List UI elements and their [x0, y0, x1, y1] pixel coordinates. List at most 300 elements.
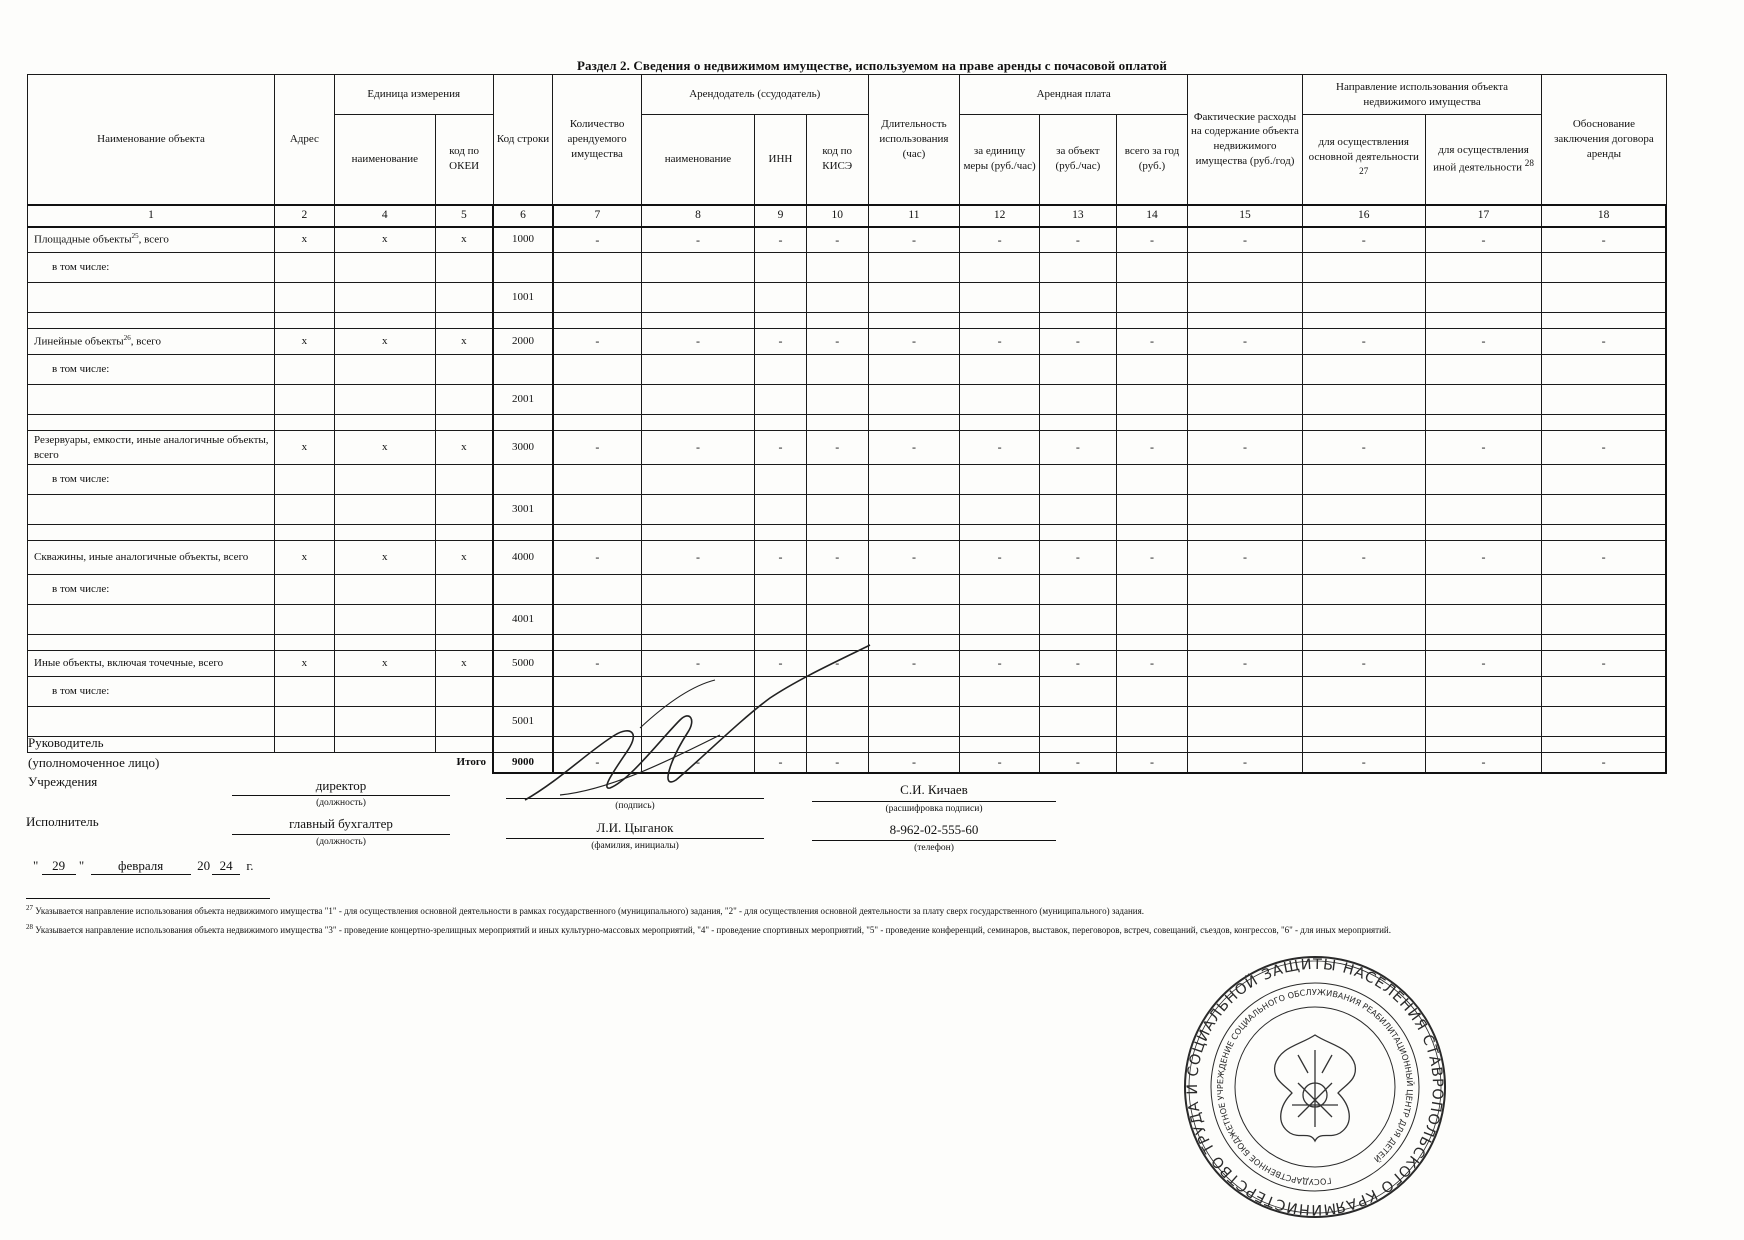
row-value-cell [960, 415, 1040, 431]
total-value-cell: - [1188, 753, 1303, 773]
row-name: в том числе: [28, 465, 275, 495]
row-value-cell [1116, 575, 1187, 605]
row-value-cell: - [1188, 227, 1303, 253]
row-unit-name [334, 737, 435, 753]
row-value-cell [1302, 253, 1425, 283]
row-value-cell: - [960, 651, 1040, 677]
row-value-cell [1542, 737, 1666, 753]
row-value-cell [960, 737, 1040, 753]
header-duration: Длительность использования (час) [868, 75, 959, 205]
column-number: 7 [553, 205, 641, 227]
footnote-27: $^{27}$ Указывается направление использования объекта недвижимого имущества "1" - для осуществления основной деятельности в рамках государственного (муниципального) задания, "2" - для осуществления основной деятельности за плату сверх государственного (муниципального) задания. [26, 904, 1144, 916]
row-line-code: 1001 [493, 283, 553, 313]
row-unit-okei [435, 737, 493, 753]
head-name-caption: (расшифровка подписи) [885, 804, 983, 814]
row-line-code [493, 355, 553, 385]
row-value-cell [868, 605, 959, 635]
row-value-cell [806, 525, 868, 541]
table-row [28, 355, 1667, 385]
row-unit-name: x [334, 651, 435, 677]
row-value-cell [868, 635, 959, 651]
head-name: С.И. Кичаев [900, 782, 968, 797]
header-unit-group: Единица измерения [334, 75, 493, 115]
row-unit-name [334, 677, 435, 707]
row-unit-okei [435, 313, 493, 329]
row-value-cell [1542, 283, 1666, 313]
section-title: Раздел 2. Сведения о недвижимом имуществе, используемом на праве аренды с почасовой оплатой [577, 58, 1167, 73]
row-name [28, 707, 275, 737]
row-value-cell: - [1040, 329, 1117, 355]
row-value-cell: - [1040, 431, 1117, 465]
row-value-cell [1302, 313, 1425, 329]
row-value-cell [1188, 605, 1303, 635]
row-value-cell [1542, 635, 1666, 651]
table-row [28, 575, 1667, 605]
row-value-cell: - [641, 227, 755, 253]
row-value-cell: - [553, 651, 641, 677]
row-value-cell [1188, 575, 1303, 605]
header-direction-main: для осуществления основной деятельности $^{27}$ [1302, 115, 1425, 205]
table-row [28, 283, 1667, 313]
row-value-cell: - [960, 227, 1040, 253]
row-line-code: 2001 [493, 385, 553, 415]
row-name: Площадные объекты$^{25}$, всего [28, 227, 275, 253]
row-value-cell [1040, 575, 1117, 605]
row-address [274, 737, 334, 753]
svg-text:ГОСУДАРСТВЕННОЕ БЮДЖЕТНОЕ УЧРЕ: ГОСУДАРСТВЕННОЕ БЮДЖЕТНОЕ УЧРЕЖДЕНИЕ СОЦИАЛЬНОГО ОБСЛУЖИВАНИЯ РЕАБИЛИТАЦИОННЫЙ ЦЕНТР ДЛЯ ДЕТЕЙ [1214, 986, 1416, 1188]
row-name: в том числе: [28, 575, 275, 605]
row-line-code [493, 465, 553, 495]
row-value-cell: - [1040, 227, 1117, 253]
table-row [28, 329, 1667, 355]
row-value-cell [1040, 495, 1117, 525]
row-value-cell [755, 495, 806, 525]
row-value-cell [1425, 415, 1542, 431]
header-quantity: Количество арендуемого имущества [553, 75, 641, 205]
row-value-cell: - [1116, 431, 1187, 465]
executor-phone-line [812, 840, 1056, 841]
row-value-cell: - [1116, 651, 1187, 677]
header-unit-name: наименование [334, 115, 435, 205]
row-value-cell [553, 283, 641, 313]
row-unit-name [334, 635, 435, 651]
row-value-cell [641, 253, 755, 283]
row-value-cell [1425, 355, 1542, 385]
row-address: x [274, 329, 334, 355]
row-value-cell: - [868, 431, 959, 465]
row-value-cell [1040, 465, 1117, 495]
table-row [28, 465, 1667, 495]
executor-position-line [232, 834, 450, 835]
row-address [274, 677, 334, 707]
date-year: 24 [212, 858, 240, 875]
row-value-cell [1040, 525, 1117, 541]
header-rent-unit: за единицу меры (руб./час) [960, 115, 1040, 205]
row-value-cell: - [755, 651, 806, 677]
row-value-cell [553, 355, 641, 385]
row-value-cell: - [868, 541, 959, 575]
header-direction-other: для осуществления иной деятельности $^{28}$ [1425, 115, 1542, 205]
column-number: 13 [1040, 205, 1117, 227]
row-value-cell [806, 313, 868, 329]
column-number: 18 [1542, 205, 1666, 227]
row-value-cell: - [553, 431, 641, 465]
row-value-cell: - [1542, 227, 1666, 253]
row-value-cell [806, 253, 868, 283]
row-value-cell [553, 605, 641, 635]
row-unit-okei [435, 525, 493, 541]
row-value-cell [1542, 495, 1666, 525]
header-lessor-name: наименование [641, 115, 755, 205]
row-unit-name: x [334, 541, 435, 575]
row-unit-name [334, 385, 435, 415]
header-lessor-inn: ИНН [755, 115, 806, 205]
row-name: в том числе: [28, 355, 275, 385]
row-value-cell [1188, 635, 1303, 651]
footnote-rule [26, 898, 270, 899]
row-unit-okei [435, 605, 493, 635]
row-value-cell [868, 525, 959, 541]
column-number: 1 [28, 205, 275, 227]
row-address [274, 575, 334, 605]
row-value-cell [1302, 283, 1425, 313]
row-value-cell [1040, 677, 1117, 707]
row-value-cell [641, 283, 755, 313]
row-value-cell [1542, 677, 1666, 707]
row-value-cell [806, 605, 868, 635]
row-unit-okei [435, 385, 493, 415]
row-value-cell: - [1302, 651, 1425, 677]
executor-position: главный бухгалтер [289, 816, 393, 831]
row-unit-okei: x [435, 227, 493, 253]
column-number: 6 [493, 205, 553, 227]
row-address [274, 525, 334, 541]
executor-label: Исполнитель [26, 814, 99, 829]
row-value-cell [1425, 737, 1542, 753]
row-value-cell [553, 575, 641, 605]
row-unit-name [334, 415, 435, 431]
row-value-cell: - [806, 651, 868, 677]
executor-position-caption: (должность) [316, 837, 366, 847]
row-name: в том числе: [28, 253, 275, 283]
row-name: Скважины, иные аналогичные объекты, всего [28, 541, 275, 575]
row-value-cell [868, 313, 959, 329]
table-row [28, 385, 1667, 415]
row-value-cell: - [553, 329, 641, 355]
total-label: Итого [456, 756, 487, 769]
row-unit-okei [435, 575, 493, 605]
total-value-cell: - [806, 753, 868, 773]
row-line-code [493, 313, 553, 329]
row-value-cell [641, 465, 755, 495]
row-value-cell [1542, 465, 1666, 495]
row-value-cell [1116, 677, 1187, 707]
row-name [28, 313, 275, 329]
row-value-cell [1542, 525, 1666, 541]
row-unit-name [334, 253, 435, 283]
row-value-cell [868, 677, 959, 707]
header-name: Наименование объекта [28, 75, 275, 205]
row-value-cell [1425, 575, 1542, 605]
row-value-cell [1302, 635, 1425, 651]
row-unit-name [334, 495, 435, 525]
row-value-cell [1040, 707, 1117, 737]
row-value-cell: - [868, 651, 959, 677]
row-value-cell: - [553, 227, 641, 253]
table-row [28, 227, 1667, 253]
row-value-cell [806, 415, 868, 431]
row-value-cell [641, 495, 755, 525]
row-value-cell [1542, 313, 1666, 329]
row-unit-name [334, 707, 435, 737]
head-position-caption: (должность) [316, 798, 366, 808]
footnote-28: $^{28}$ Указывается направление использования объекта недвижимого имущества "3" - проведение концертно-зрелищных мероприятий и иных культурно-массовых мероприятий, "4" - проведение спортивных мероприятий, "5" - проведение конференций, семинаров, выставок, переговоров, встреч, совещаний, съездов, конгрессов, "6" - для иных мероприятий. [26, 923, 1391, 935]
total-value-cell: - [1425, 753, 1542, 773]
row-value-cell [1542, 707, 1666, 737]
row-value-cell [868, 707, 959, 737]
row-value-cell [1116, 737, 1187, 753]
header-address: Адрес [274, 75, 334, 205]
row-value-cell [1188, 677, 1303, 707]
row-name: Линейные объекты$^{26}$, всего [28, 329, 275, 355]
table-row [28, 313, 1667, 329]
row-value-cell: - [960, 329, 1040, 355]
row-value-cell [1425, 465, 1542, 495]
row-value-cell: - [1188, 431, 1303, 465]
row-value-cell: - [641, 431, 755, 465]
row-value-cell [1302, 465, 1425, 495]
row-value-cell [1425, 313, 1542, 329]
row-value-cell [960, 635, 1040, 651]
row-name [28, 495, 275, 525]
row-value-cell [868, 385, 959, 415]
row-value-cell: - [1425, 329, 1542, 355]
row-unit-okei: x [435, 329, 493, 355]
table-row [28, 253, 1667, 283]
row-unit-name [334, 355, 435, 385]
row-value-cell [1040, 635, 1117, 651]
row-value-cell [868, 415, 959, 431]
row-name [28, 415, 275, 431]
row-value-cell: - [755, 227, 806, 253]
row-value-cell [1425, 677, 1542, 707]
row-value-cell [868, 575, 959, 605]
column-number: 4 [334, 205, 435, 227]
row-line-code: 3001 [493, 495, 553, 525]
row-value-cell [641, 385, 755, 415]
total-value-cell: - [868, 753, 959, 773]
column-number: 9 [755, 205, 806, 227]
official-seal [1180, 955, 1450, 1220]
row-value-cell [1542, 355, 1666, 385]
svg-text:МИНИСТЕРСТВО ТРУДА И СОЦИАЛЬНО: МИНИСТЕРСТВО ТРУДА И СОЦИАЛЬНОЙ ЗАЩИТЫ НАСЕЛЕНИЯ СТАВРОПОЛЬСКОГО КРАЯ [1184, 956, 1446, 1218]
row-value-cell [960, 385, 1040, 415]
row-value-cell: - [1542, 541, 1666, 575]
row-value-cell [755, 575, 806, 605]
header-rent-object: за объект (руб./час) [1040, 115, 1117, 205]
row-value-cell: - [1302, 541, 1425, 575]
row-unit-okei [435, 677, 493, 707]
row-value-cell [806, 495, 868, 525]
row-address [274, 495, 334, 525]
row-value-cell [1188, 707, 1303, 737]
row-value-cell: - [1542, 431, 1666, 465]
handwritten-signature [520, 640, 880, 830]
row-value-cell [1188, 385, 1303, 415]
row-unit-okei: x [435, 651, 493, 677]
total-value-cell: - [755, 753, 806, 773]
row-unit-name: x [334, 329, 435, 355]
executor-phone-caption: (телефон) [914, 843, 954, 853]
row-value-cell [1188, 465, 1303, 495]
executor-name: Л.И. Цыганок [596, 820, 674, 835]
row-address [274, 415, 334, 431]
column-number: 14 [1116, 205, 1187, 227]
row-address [274, 313, 334, 329]
table-row [28, 525, 1667, 541]
row-value-cell: - [553, 541, 641, 575]
row-address: x [274, 541, 334, 575]
row-value-cell [1040, 737, 1117, 753]
row-value-cell [755, 525, 806, 541]
row-value-cell [553, 385, 641, 415]
row-value-cell [806, 385, 868, 415]
total-value-cell: - [641, 753, 755, 773]
row-value-cell: - [1040, 541, 1117, 575]
row-unit-okei [435, 465, 493, 495]
column-number: 11 [868, 205, 959, 227]
row-value-cell [1302, 605, 1425, 635]
row-value-cell: - [960, 541, 1040, 575]
row-address: x [274, 651, 334, 677]
row-value-cell [868, 495, 959, 525]
row-name: в том числе: [28, 677, 275, 707]
row-value-cell [868, 355, 959, 385]
row-value-cell [868, 283, 959, 313]
row-value-cell [1302, 415, 1425, 431]
column-number: 8 [641, 205, 755, 227]
row-value-cell [1188, 313, 1303, 329]
row-unit-okei [435, 283, 493, 313]
row-value-cell [1302, 355, 1425, 385]
row-value-cell [960, 313, 1040, 329]
row-value-cell: - [1425, 431, 1542, 465]
row-value-cell [553, 253, 641, 283]
total-value-cell: - [960, 753, 1040, 773]
row-unit-name [334, 575, 435, 605]
date-month: февраля [91, 858, 191, 875]
row-value-cell [1116, 355, 1187, 385]
row-value-cell [868, 737, 959, 753]
row-unit-okei [435, 253, 493, 283]
row-value-cell [1302, 575, 1425, 605]
row-value-cell [1116, 283, 1187, 313]
row-value-cell [1302, 737, 1425, 753]
row-value-cell [960, 605, 1040, 635]
row-value-cell [1302, 385, 1425, 415]
row-value-cell [755, 605, 806, 635]
row-value-cell [1425, 605, 1542, 635]
row-unit-okei [435, 495, 493, 525]
header-line-code: Код строки [493, 75, 553, 205]
head-position: директор [315, 778, 367, 793]
row-line-code: 4000 [493, 541, 553, 575]
row-name: Резервуары, емкости, иные аналогичные объекты, всего [28, 431, 275, 465]
table-row [28, 415, 1667, 431]
total-value-cell: - [1302, 753, 1425, 773]
row-value-cell [553, 495, 641, 525]
row-unit-name [334, 283, 435, 313]
row-value-cell [960, 495, 1040, 525]
row-name [28, 525, 275, 541]
row-value-cell [1188, 253, 1303, 283]
total-value-cell: - [1040, 753, 1117, 773]
row-value-cell [755, 415, 806, 431]
row-unit-name: x [334, 431, 435, 465]
row-value-cell: - [1425, 227, 1542, 253]
column-number: 10 [806, 205, 868, 227]
row-value-cell: - [1302, 329, 1425, 355]
header-rent-year: всего за год (руб.) [1116, 115, 1187, 205]
row-value-cell: - [1116, 541, 1187, 575]
row-value-cell: - [868, 227, 959, 253]
table-row [28, 495, 1667, 525]
table-row [28, 541, 1667, 575]
row-value-cell [1040, 415, 1117, 431]
date-line: " 29 " февраля 20 24 г. [33, 858, 254, 873]
row-value-cell [1116, 495, 1187, 525]
row-line-code: 1000 [493, 227, 553, 253]
row-value-cell: - [1542, 651, 1666, 677]
row-value-cell: - [1425, 651, 1542, 677]
head-position-line [232, 795, 450, 796]
row-value-cell [806, 465, 868, 495]
row-value-cell: - [641, 329, 755, 355]
row-address [274, 253, 334, 283]
row-value-cell [641, 605, 755, 635]
head-signature-caption: (подпись) [615, 801, 655, 811]
row-unit-name [334, 313, 435, 329]
row-unit-okei: x [435, 541, 493, 575]
column-number: 2 [274, 205, 334, 227]
row-value-cell [960, 575, 1040, 605]
row-value-cell [1188, 737, 1303, 753]
row-value-cell [960, 355, 1040, 385]
row-value-cell [1040, 253, 1117, 283]
row-value-cell [755, 355, 806, 385]
row-value-cell [960, 283, 1040, 313]
row-value-cell: - [1188, 651, 1303, 677]
row-value-cell [1542, 575, 1666, 605]
row-value-cell [1116, 707, 1187, 737]
executor-name-caption: (фамилия, инициалы) [591, 841, 679, 851]
row-value-cell [1040, 605, 1117, 635]
row-line-code: 3000 [493, 431, 553, 465]
row-address [274, 355, 334, 385]
row-value-cell [1302, 707, 1425, 737]
row-value-cell [553, 415, 641, 431]
row-unit-name: x [334, 227, 435, 253]
row-value-cell: - [806, 541, 868, 575]
row-value-cell: - [1425, 541, 1542, 575]
row-address [274, 635, 334, 651]
row-line-code [493, 253, 553, 283]
total-line-code: 9000 [493, 753, 553, 773]
date-day: 29 [42, 858, 76, 875]
total-value-cell: - [1542, 753, 1666, 773]
header-lessor-kise: код по КИСЭ [806, 115, 868, 205]
row-value-cell [1542, 385, 1666, 415]
